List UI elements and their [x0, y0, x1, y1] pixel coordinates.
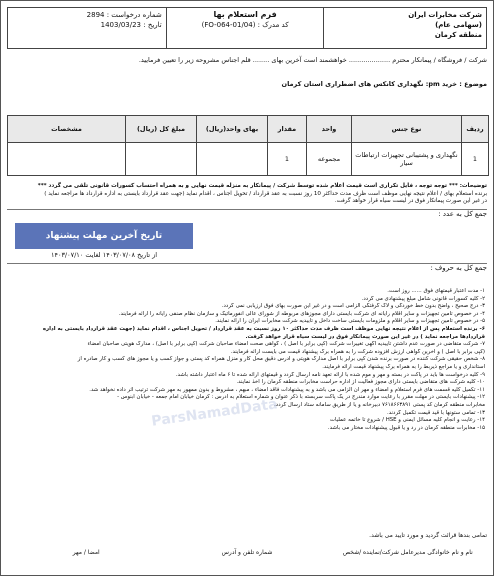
table-row — [8, 143, 489, 176]
total-words-label: جمع کل به حروف : — [430, 264, 487, 272]
total-number-label: جمع کل به عدد : — [438, 210, 487, 218]
request-date: 1403/03/23 — [100, 21, 141, 29]
row-index: 1 — [462, 143, 489, 176]
items-table — [7, 115, 489, 176]
rep-name-label[interactable]: نام و نام خانوادگی مدیرعامل شرکت/نماینده /شخص — [342, 549, 473, 556]
term-line: ۵- در خصوص تامین تجهیزات و سایر اقلام و ملزومات بایستی ساخت داخل و تاییدیه شرکت مخابرات ایران را ارائه نمایند. — [215, 318, 485, 325]
row-unit: مجموعه — [307, 143, 352, 176]
term-line: قراردادها مراجعه نماید ) در غیر این صورت پیمانکار فوق در لیست سیاه قرار خواهد گرفت. — [245, 333, 485, 340]
row-spec — [8, 143, 126, 176]
term-line: ۷- شرکت متقاضی در صورت عدم داشتن تاییدیه آگهی تغییرات شرکت (کپی برابر با اصل ) ، گواهی صحت امضاء صاحبان شرکت (کپی برابر با اصل) ، مدارک هویتی صاحبان امضاء — [87, 341, 485, 348]
term-line: ۲- کلیه کسورات قانونی شامل مبلغ پیشنهادی می گردد. — [361, 295, 485, 302]
request-number-label: شماره درخواست : — [106, 11, 162, 19]
deadline-banner: تاریخ آخرین مهلت پیشنهاد — [15, 223, 193, 249]
col-header-unit: واحد — [307, 116, 352, 143]
form-title-block — [166, 8, 324, 48]
term-line: ۳- درج صحیح ، واضح بدون خط خوردگی و لاک گرفتگی الزامی است و در غیر این صورت بهای فوق ارزیابی نمی گردد. — [221, 303, 485, 310]
term-line: (کپی برابر با اصل ) و آخرین گواهی ارزش افزوده شرکت را به همراه برگ پیشنهاد قیمت می بایست ارائه فرمایند. — [230, 348, 485, 355]
total-words-row[interactable] — [7, 263, 487, 282]
term-line: ۱۴- رعایت و انجام کلیه مسائل ایمنی و HSE / شروع تا خاتمه عملیات — [329, 417, 485, 424]
col-header-item: نوع جنس — [352, 116, 462, 143]
request-number: 2894 — [86, 11, 105, 19]
company-region: منطقه کرمان — [434, 31, 482, 39]
subject-line: موضوع : خرید pm: نگهداری کانکس های اضطراری استان کرمان — [281, 80, 487, 88]
col-header-unit-price: بهای واحد(ریال) — [197, 116, 268, 143]
term-line: مخابرات منطقه کرمان کد پستی ۷۶۱۸۶۶۳۸۹۱ دبیرخانه و یا از طریق سامانه ستاد ارسال گردد. — [274, 401, 485, 408]
term-line: ۴- در خصوص تامین تجهیزات و سایر اقلام رایانه ای شرکت بایستی دارای مجوزهای مربوطه از شورای عالی انفورماتیک و سازمان نظام صنفی رایانه را ارائه فرمایند. — [118, 310, 485, 317]
form-header — [7, 7, 487, 49]
col-header-qty: مقدار — [268, 116, 307, 143]
term-line: ۹- کلیه درخواست ها باید در پاکت در بسته و مهر و موم شده با ارائه تعهد نامه ارسال گردد و قیمتهای ارائه شده تا ۶ ماه اعتبار داشته باشد. — [175, 371, 485, 378]
col-header-total: مبلغ کل (ریال) — [126, 116, 197, 143]
phone-address-label[interactable]: شماره تلفن و آدرس — [221, 549, 273, 556]
col-header-index: ردیف — [462, 116, 489, 143]
term-line: ۱- مدت اعتبار قیمتهای فوق ...... روز است. — [387, 288, 485, 294]
term-line: ۱۳- تمامی ستونها با قید قیمت تکمیل گردند. — [386, 409, 485, 416]
intro-line: شرکت / فروشگاه / پیمانکار محترم .................... خواهشمند است آخرین بهای ........ قلم اجناس مشروحه زیر را تعیین فرمایید. — [138, 56, 487, 64]
watermark: ParsNamadData — [150, 396, 279, 430]
col-header-spec: مشخصات — [8, 116, 126, 143]
note-line: توضیحات: *** توجه توجه ، فایل تکراری است قیمت اعلام شده توسط شرکت / پیمانکار به منزله قیمت نهایی و به همراه احتساب کسورات قانونی تلقی می گردد *** — [37, 183, 487, 189]
term-line: ۶- برنده استعلام پس از اعلام نتیجه نهایی موظف است ظرف مدت حداکثر ۱۰ روز نسبت به عقد قرارداد / تحویل اجناس ، اقدام نماید (جهت عقد قرارداد بایستی به اداره — [42, 325, 485, 332]
note-line: برنده استعلام بهای / اعلام نتیجه نهایی موظف است ظرف مدت حداکثر 10 روز نسبت به عقد قرارداد / تحویل اجناس ، اقدام نماید (جهت عقد قرارداد بایستی به اداره قرارداد ها مراجعه نماید ) — [44, 190, 487, 197]
row-unit-price-field[interactable] — [197, 143, 268, 176]
term-line: ۱۰- کلیه شرکت های متقاضی بایستی دارای مجوز فعالیت از اداره حراست مخابرات منطقه کرمان را اخذ نمایند. — [236, 379, 485, 386]
deadline-range: از تاریخ ۱۴۰۳/۰۷/۰۸ لغایت ۱۴۰۳/۰۷/۱۰ — [50, 251, 158, 259]
term-line: ۱۱- تکمیل کلیه قسمت های فرم استعلام و امضاء و مهر آن الزامی می باشد و به پیشنهادات فاقد امضاء ، مبهم ، مشروط و بدون ممهور به مهر شرکت ترتیب اثر داده نخواهد شد. — [89, 386, 485, 393]
form-title: فرم استعلام بها — [213, 10, 277, 19]
company-block — [323, 8, 486, 48]
date-label: تاریخ : — [143, 21, 162, 29]
notes-block — [7, 183, 487, 206]
row-total-field[interactable] — [126, 143, 197, 176]
row-qty: 1 — [268, 143, 307, 176]
note-line: در غیر این صورت پیمانکار فوق در لیست سیاه قرار خواهد گرفت. — [334, 198, 487, 204]
company-name: شرکت مخابرات ایران — [408, 11, 482, 19]
signature-row — [7, 549, 487, 556]
company-type: (سهامی عام) — [435, 21, 482, 29]
table-header-row — [8, 116, 489, 143]
confirm-line: تمامی بندها قرائت گردید و مورد تایید می باشد. — [369, 532, 487, 539]
doc-code: کد مدرک : (FO-064-01/04) — [201, 21, 289, 29]
request-info-block — [8, 8, 166, 48]
term-line: استانداری و یا مراجع ذیربط را به همراه برگ پیشنهاد قیمت ارائه فرمایند. — [322, 363, 485, 370]
row-item: نگهداری و پشتیبانی تجهیزات ارتباطات سیار — [352, 143, 462, 176]
term-line: ۸- شخص حقیقی شرکت کننده در صورت برنده شدن کپی برابر با اصل مدارک هویتی و آدرس دقیق محل کار و منزل همراه کد پستی و جواز کسب و یا مجوز های کسب و کار صادره از — [77, 356, 485, 363]
term-line: ۱۵- مخابرات منطقه کرمان در رد و یا قبول پیشنهادات مختار می باشد. — [327, 424, 485, 431]
sign-stamp-label[interactable]: امضا / مهر — [72, 549, 100, 556]
term-line: ۱۲- پیشنهادات بایستی در مهلت مقرر با رعایت موارد مندرج در یک پاکت سربسته با ذکر عنوان و شماره استعلام به آدرس : کرمان خیابان امام جمعه - خیابان آبنوس - — [117, 394, 485, 401]
